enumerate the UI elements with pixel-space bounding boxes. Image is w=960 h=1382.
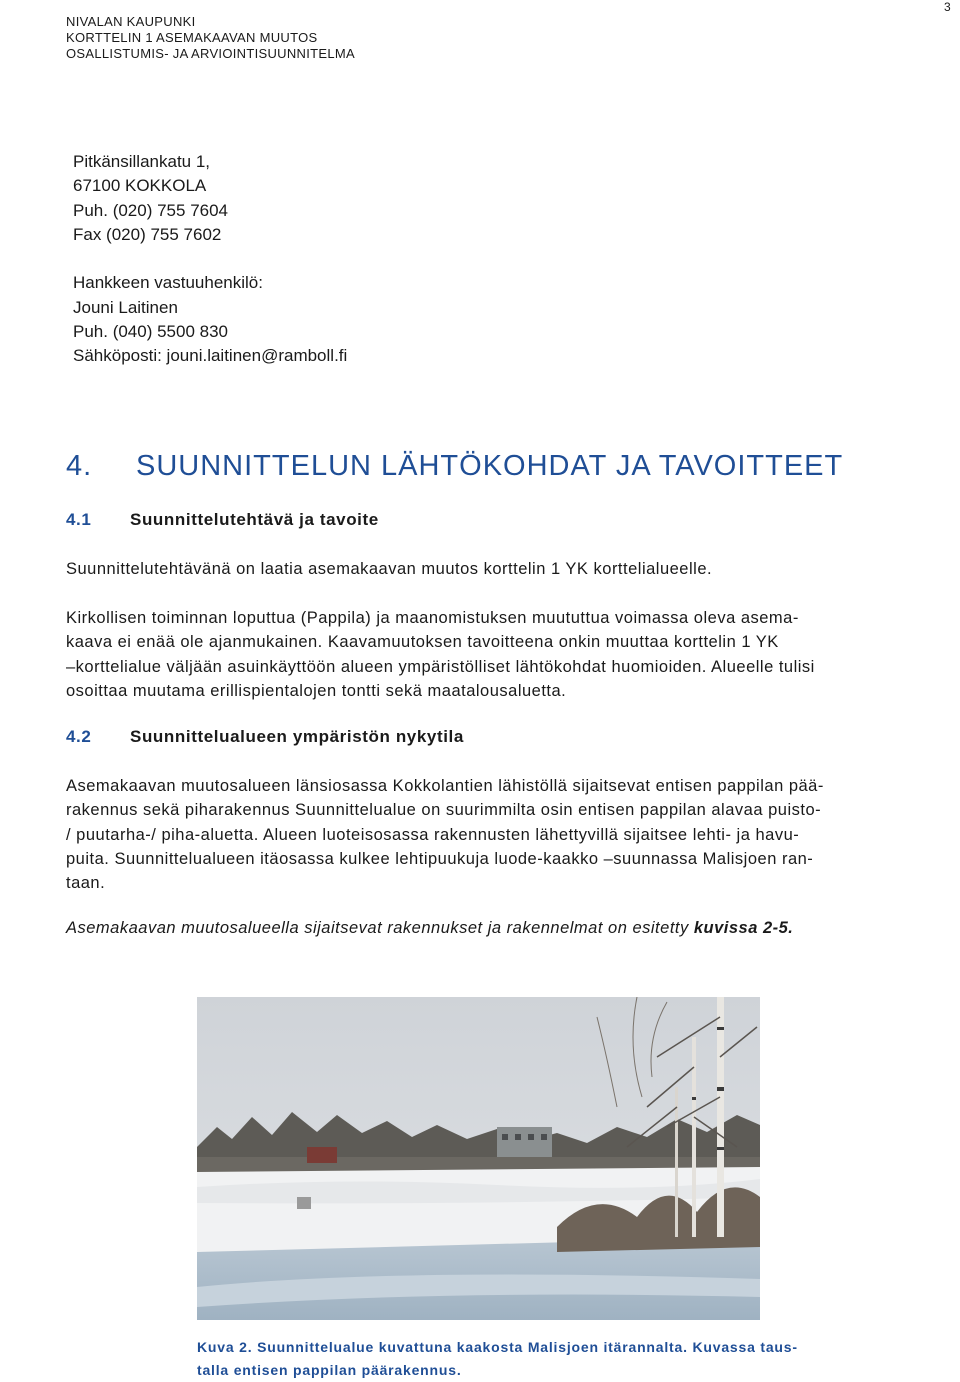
contact-line: Puh. (020) 755 7604	[73, 200, 229, 220]
page-number: 3	[944, 0, 951, 14]
subsection-title: Suunnittelutehtävä ja tavoite	[130, 510, 379, 529]
figure-caption	[197, 1336, 798, 1382]
paragraph	[66, 557, 946, 581]
subsection-heading-4-2	[66, 727, 464, 747]
subsection-heading-4-1	[66, 510, 379, 530]
subsection-number: 4.1	[66, 510, 92, 529]
section-number: 4.	[66, 450, 93, 482]
paragraph-line: kaava ei enää ole ajanmukainen. Kaavamuutoksen tavoitteena onkin muuttaa korttelin 1 YK	[66, 633, 779, 652]
paragraph-line: osoittaa muutama erillispientalojen tontti sekä maatalousaluetta.	[66, 681, 567, 700]
contact-line: 67100 KOKKOLA	[73, 176, 207, 196]
caption-line: talla entisen pappilan päärakennus.	[197, 1362, 462, 1378]
paragraph-figure-reference	[66, 916, 946, 940]
header-line-document-type: OSALLISTUMIS- JA ARVIOINTISUUNNITELMA	[66, 46, 355, 61]
paragraph	[66, 774, 946, 895]
contact-block	[73, 150, 347, 369]
paragraph-line: rakennus sekä piharakennus Suunnittelualue on suurimmilta osin entisen pappilan alavaa puisto-	[66, 801, 822, 820]
contact-line	[73, 247, 347, 271]
paragraph-line: –korttelialue väljään asuinkäyttöön alueen ympäristölliset lähtökohdat huomioiden. Alueelle tulisi	[66, 657, 815, 676]
header-line-project: KORTTELIN 1 ASEMAKAAVAN MUUTOS	[66, 30, 318, 45]
contact-line: Fax (020) 755 7602	[73, 224, 222, 244]
section-heading	[66, 450, 843, 483]
header-line-municipality: NIVALAN KAUPUNKI	[66, 14, 196, 29]
caption-line: Kuva 2. Suunnittelualue kuvattuna kaakosta Malisjoen itärannalta. Kuvassa taus-	[197, 1339, 798, 1355]
contact-line: Puh. (040) 5500 830	[73, 322, 229, 342]
contact-line: Hankkeen vastuuhenkilö:	[73, 273, 263, 293]
document-header	[66, 14, 355, 62]
contact-line: Sähköposti: jouni.laitinen@ramboll.fi	[73, 346, 348, 366]
photo-riverside-winter	[197, 997, 760, 1320]
subsection-number: 4.2	[66, 727, 92, 746]
contact-line: Pitkänsillankatu 1,	[73, 152, 211, 171]
contact-line: Jouni Laitinen	[73, 297, 178, 317]
paragraph-line: puita. Suunnittelualueen itäosassa kulkee lehtipuukuja luode-kaakko –suunnassa Malisjoen ran-	[66, 849, 814, 868]
section-title: SUUNNITTELUN LÄHTÖKOHDAT JA TAVOITTEET	[136, 450, 844, 482]
figure-reference-link: kuvissa 2-5.	[693, 919, 794, 937]
subsection-title: Suunnittelualueen ympäristön nykytila	[130, 727, 464, 746]
photo-illustration	[197, 997, 760, 1320]
paragraph-line: Kirkollisen toiminnan loputtua (Pappila) ja maanomistuksen muututtua voimassa oleva asema-	[66, 609, 799, 627]
paragraph	[66, 606, 946, 703]
paragraph-line: taan.	[66, 874, 106, 893]
paragraph-line: / puutarha-/ piha-aluetta. Alueen luoteisosassa rakennusten lähettyvillä sijaitsee lehti- ja havu-	[66, 825, 800, 844]
figure-reference-text: Asemakaavan muutosalueella sijaitsevat rakennukset ja rakennelmat on esitetty	[66, 919, 694, 937]
paragraph-line: Asemakaavan muutosalueen länsiosassa Kokkolantien lähistöllä sijaitsevat entisen pappilan pää-	[66, 777, 824, 795]
paragraph-line: Suunnittelutehtävänä on laatia asemakaavan muutos korttelin 1 YK korttelialueelle.	[66, 560, 713, 578]
